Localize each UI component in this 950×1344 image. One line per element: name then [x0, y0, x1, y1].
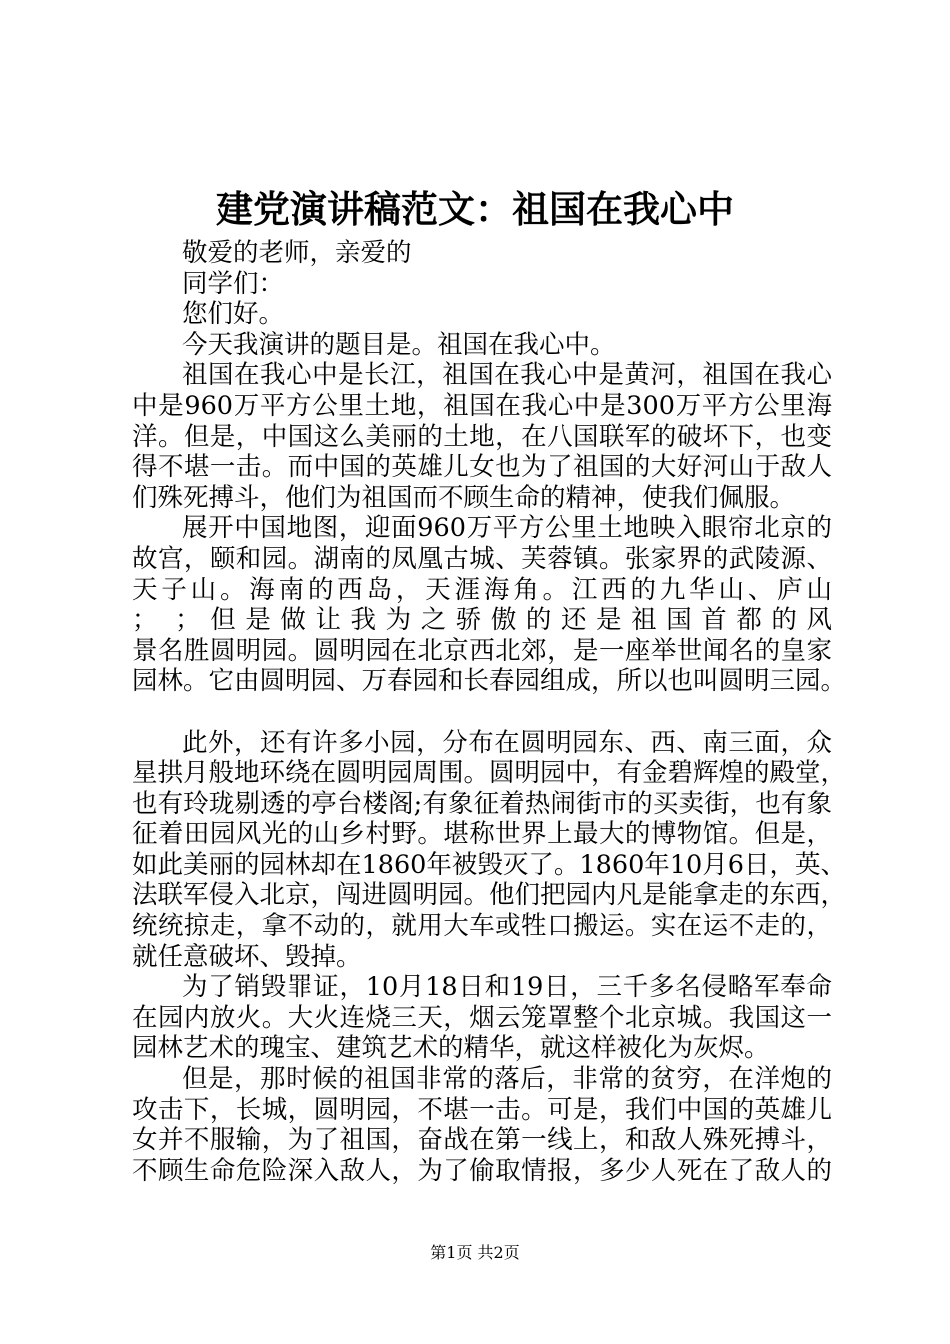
- body-line: 今天我演讲的题目是。祖国在我心中。: [182, 329, 616, 360]
- document-title: 建党演讲稿范文：祖国在我心中: [216, 187, 734, 231]
- blank-line: [132, 697, 832, 728]
- body-line: 征着田园风光的山乡村野。堪称世界上最大的博物馆。但是，: [132, 819, 832, 850]
- body-line: 不顾生命危险深入敌人，为了偷取情报，多少人死在了敌人的: [132, 1155, 832, 1186]
- body-line: 展开中国地图，迎面960万平方公里土地映入眼帘北京的: [182, 513, 832, 544]
- body-line: 同学们：: [182, 268, 285, 299]
- body-line: 星拱月般地环绕在圆明园周围。圆明园中，有金碧辉煌的殿堂，: [132, 758, 847, 789]
- body-line: 故宫，颐和园。湖南的凤凰古城、芙蓉镇。张家界的武陵源、: [132, 543, 832, 574]
- body-line: 景名胜圆明园。圆明园在北京西北郊，是一座举世闻名的皇家: [132, 635, 832, 666]
- body-line: 在园内放火。大火连烧三天，烟云笼罩整个北京城。我国这一: [132, 1002, 832, 1033]
- body-line: ； ；但是做让我为之骄傲的还是祖国首都的风: [132, 605, 832, 636]
- body-line: 就任意破坏、毁掉。: [132, 941, 362, 972]
- body-line: 此外，还有许多小园，分布在圆明园东、西、南三面，众: [182, 727, 832, 758]
- body-line: 园林艺术的瑰宝、建筑艺术的精华，就这样被化为灰烬。: [132, 1033, 770, 1064]
- body-line: 天子山。海南的西岛，天涯海角。江西的九华山、庐山: [132, 574, 832, 605]
- body-line: 但是，那时候的祖国非常的落后，非常的贫穷，在洋炮的: [182, 1064, 832, 1095]
- page-footer: 第1页 共2页: [430, 1243, 520, 1262]
- body-line: 女并不服输，为了祖国，奋战在第一线上，和敌人殊死搏斗，: [132, 1125, 832, 1156]
- body-line: 祖国在我心中是长江，祖国在我心中是黄河，祖国在我心: [182, 360, 832, 391]
- document-body: [132, 238, 847, 1186]
- body-line: 敬爱的老师，亲爱的: [182, 238, 412, 268]
- body-line: 中是960万平方公里土地，祖国在我心中是300万平方公里海: [132, 390, 832, 421]
- body-line: 如此美丽的园林却在1860年被毁灭了。1860年10月6日，英、: [132, 849, 846, 880]
- body-line: 洋。但是，中国这么美丽的土地，在八国联军的破坏下，也变: [132, 421, 832, 452]
- body-line: 攻击下，长城，圆明园，不堪一击。可是，我们中国的英雄儿: [132, 1094, 832, 1125]
- body-line: 也有玲珑剔透的亭台楼阁;有象征着热闹街市的买卖街，也有象: [132, 788, 832, 819]
- body-line: 园林。它由圆明园、万春园和长春园组成，所以也叫圆明三园。: [132, 666, 847, 697]
- body-line: 您们好。: [182, 299, 285, 330]
- body-line: 得不堪一击。而中国的英雄儿女也为了祖国的大好河山于敌人: [132, 452, 832, 483]
- body-line: 统统掠走，拿不动的，就用大车或牲口搬运。实在运不走的，: [132, 911, 832, 942]
- body-line: 们殊死搏斗，他们为祖国而不顾生命的精神，使我们佩服。: [132, 482, 796, 513]
- body-line: 为了销毁罪证，10月18日和19日，三千多名侵略军奉命: [182, 972, 832, 1003]
- body-line: 法联军侵入北京，闯进圆明园。他们把园内凡是能拿走的东西，: [132, 880, 847, 911]
